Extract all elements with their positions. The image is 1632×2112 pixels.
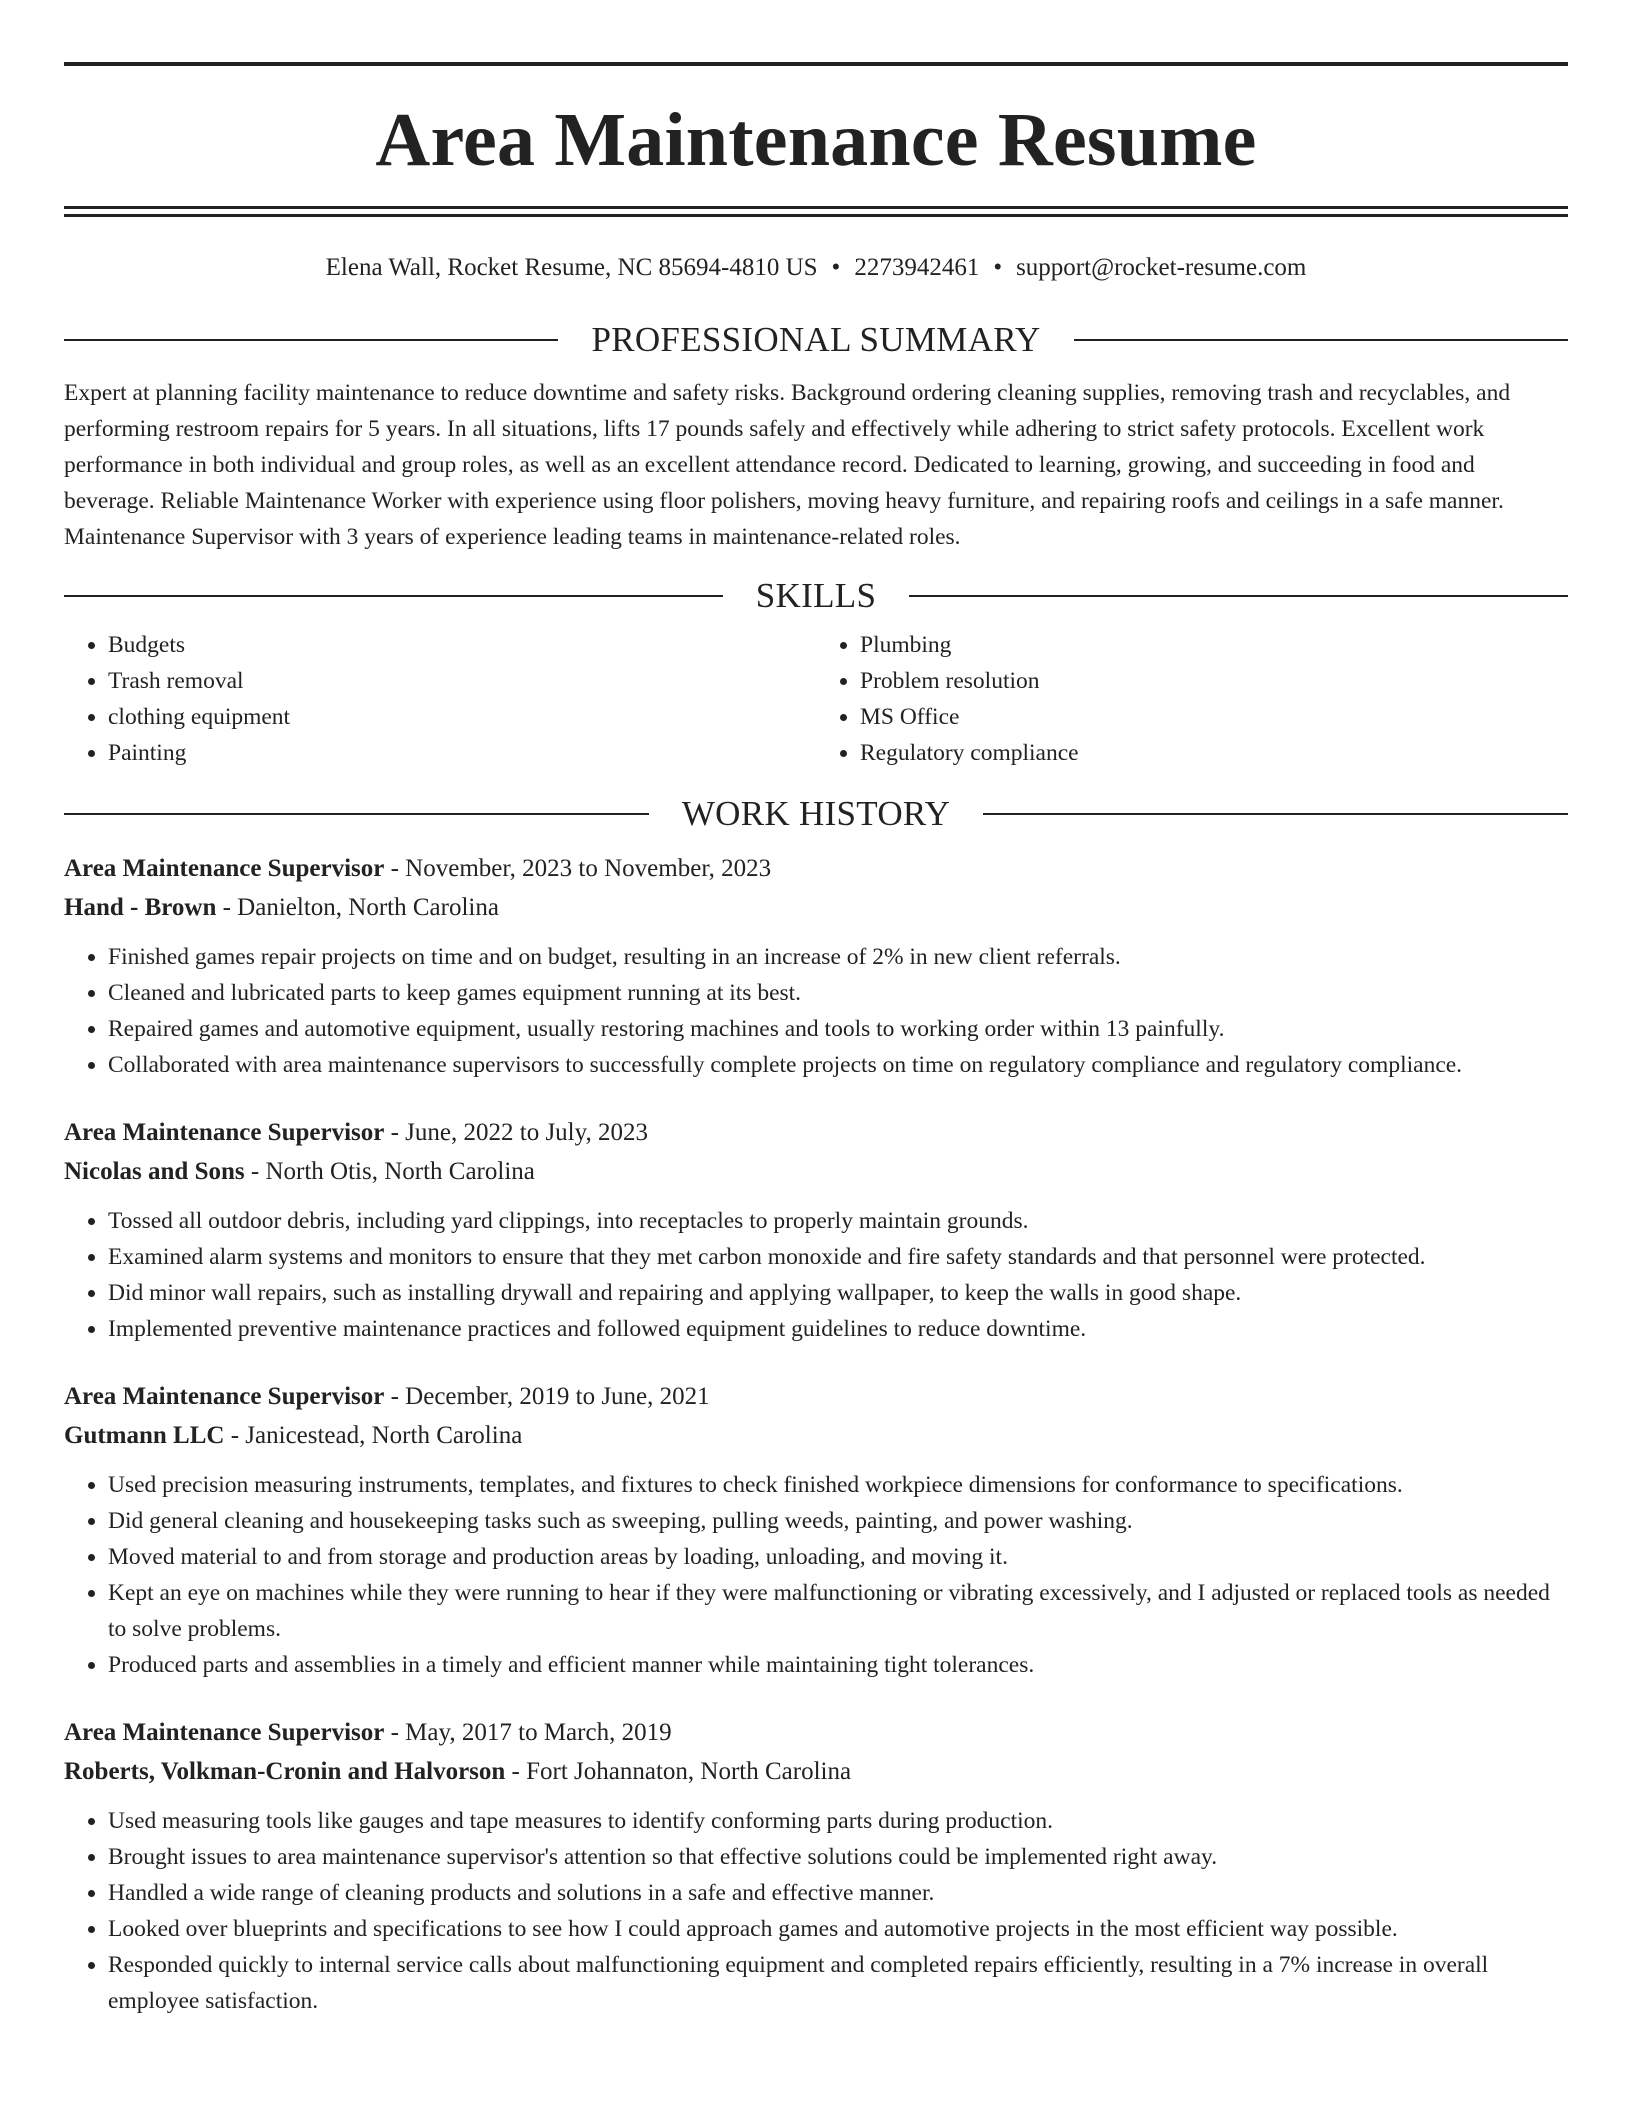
skill-item: • Plumbing [860, 627, 1568, 663]
job-location: - Danielton, North Carolina [216, 894, 499, 921]
job-dates: - June, 2022 to July, 2023 [384, 1119, 648, 1146]
job-title: Area Maintenance Supervisor [64, 855, 385, 882]
job-company: Gutmann LLC [64, 1422, 225, 1449]
contact-address: Elena Wall, Rocket Resume, NC 85694-4810 US [325, 254, 818, 281]
job-bullet: • Kept an eye on machines while they were running to hear if they were malfunctioning or vibrating excessively, and I adjusted or replaced tools as needed to solve problems. [108, 1575, 1568, 1647]
job-location: - Fort Johannaton, North Carolina [505, 1758, 852, 1785]
job-bullet: • Brought issues to area maintenance supervisor's attention so that effective solutions could be implemented right away. [108, 1839, 1568, 1875]
heading-rule-right [1074, 339, 1568, 341]
job-bullet: • Cleaned and lubricated parts to keep games equipment running at its best. [108, 975, 1568, 1011]
job-company-line [64, 1416, 1568, 1455]
skill-item: • Budgets [108, 627, 816, 663]
job-bullet: • Used measuring tools like gauges and tape measures to identify conforming parts during production. [108, 1803, 1568, 1839]
job-company: Nicolas and Sons [64, 1158, 245, 1185]
job-title-line [64, 1713, 1568, 1752]
job-title-line [64, 1377, 1568, 1416]
contact-line [64, 253, 1568, 283]
job-company: Hand - Brown [64, 894, 217, 921]
job-dates: - November, 2023 to November, 2023 [384, 855, 772, 882]
job-bullet: • Used precision measuring instruments, templates, and fixtures to check finished workpiece dimensions for conformance to specifications. [108, 1467, 1568, 1503]
job-company-line [64, 1152, 1568, 1191]
heading-rule-right [909, 595, 1568, 597]
skill-item: • clothing equipment [108, 699, 816, 735]
job-bullet: • Handled a wide range of cleaning products and solutions in a safe and effective manner. [108, 1875, 1568, 1911]
contact-separator: • [831, 254, 841, 281]
heading-rule-left [64, 813, 649, 815]
summary-heading: PROFESSIONAL SUMMARY [591, 320, 1041, 359]
job-entry [64, 849, 1568, 1083]
job-bullet: • Responded quickly to internal service calls about malfunctioning equipment and completed repairs efficiently, resulting in a 7% increase in overall employee satisfaction. [108, 1947, 1568, 2019]
skill-item: • Regulatory compliance [860, 735, 1568, 771]
work-section-heading [64, 793, 1568, 835]
job-bullet: • Examined alarm systems and monitors to ensure that they met carbon monoxide and fire safety standards and that personnel were protected. [108, 1239, 1568, 1275]
skills-list [64, 627, 1568, 771]
contact-separator: • [993, 254, 1003, 281]
job-bullet: • Moved material to and from storage and production areas by loading, unloading, and moving it. [108, 1539, 1568, 1575]
heading-rule-left [64, 595, 723, 597]
job-title: Area Maintenance Supervisor [64, 1719, 385, 1746]
job-bullets [64, 1467, 1568, 1683]
job-entry [64, 1377, 1568, 1683]
work-heading: WORK HISTORY [681, 794, 951, 833]
job-entry [64, 1113, 1568, 1347]
top-rule [64, 62, 1568, 66]
skill-item: • Problem resolution [860, 663, 1568, 699]
job-company-line [64, 1752, 1568, 1791]
contact-phone: 2273942461 [854, 254, 980, 281]
title-double-rule [64, 206, 1568, 217]
job-dates: - May, 2017 to March, 2019 [384, 1719, 672, 1746]
job-bullets [64, 939, 1568, 1083]
skills-column-left [64, 627, 816, 771]
job-dates: - December, 2019 to June, 2021 [384, 1383, 710, 1410]
job-entry [64, 1713, 1568, 2019]
job-location: - North Otis, North Carolina [244, 1158, 535, 1185]
resume-title: Area Maintenance Resume [375, 98, 1257, 182]
summary-section-heading [64, 319, 1568, 361]
job-company-line [64, 888, 1568, 927]
heading-rule-right [983, 813, 1568, 815]
skill-item: • Painting [108, 735, 816, 771]
heading-rule-left [64, 339, 558, 341]
job-bullet: • Did minor wall repairs, such as installing drywall and repairing and applying wallpaper, to keep the walls in good shape. [108, 1275, 1568, 1311]
job-bullet: • Finished games repair projects on time and on budget, resulting in an increase of 2% in new client referrals. [108, 939, 1568, 975]
job-bullet: • Collaborated with area maintenance supervisors to successfully complete projects on time on regulatory compliance and regulatory compliance. [108, 1047, 1568, 1083]
contact-email: support@rocket-resume.com [1016, 254, 1307, 281]
job-bullet: • Repaired games and automotive equipment, usually restoring machines and tools to working order within 13 painfully. [108, 1011, 1568, 1047]
job-company: Roberts, Volkman-Cronin and Halvorson [64, 1758, 506, 1785]
skills-column-right [816, 627, 1568, 771]
job-title: Area Maintenance Supervisor [64, 1119, 385, 1146]
job-bullet: • Produced parts and assemblies in a timely and efficient manner while maintaining tight tolerances. [108, 1647, 1568, 1683]
skills-section-heading [64, 575, 1568, 617]
job-location: - Janicestead, North Carolina [224, 1422, 523, 1449]
job-title: Area Maintenance Supervisor [64, 1383, 385, 1410]
skill-item: • MS Office [860, 699, 1568, 735]
job-bullet: • Did general cleaning and housekeeping tasks such as sweeping, pulling weeds, painting, and power washing. [108, 1503, 1568, 1539]
summary-text: Expert at planning facility maintenance to reduce downtime and safety risks. Background ordering cleaning supplies, removing trash and recyclables, and performing restroom repairs for 5 years. In all situations, lifts 17 pounds safely and effectively while adhering to strict safety protocols. Excellent work performance in both individual and group roles, as well as an excellent attendance record. Dedicated to learning, growing, and succeeding in food and beverage. Reliable Maintenance Worker with experience using floor polishers, moving heavy furniture, and repairing roofs and ceilings in a safe manner. Maintenance Supervisor with 3 years of experience leading teams in maintenance-related roles. [64, 380, 1511, 550]
job-title-line [64, 849, 1568, 888]
skill-item: • Trash removal [108, 663, 816, 699]
job-bullet: • Tossed all outdoor debris, including yard clippings, into receptacles to properly maintain grounds. [108, 1203, 1568, 1239]
job-bullet: • Implemented preventive maintenance practices and followed equipment guidelines to reduce downtime. [108, 1311, 1568, 1347]
skills-heading: SKILLS [755, 576, 877, 615]
job-bullet: • Looked over blueprints and specifications to see how I could approach games and automotive projects in the most efficient way possible. [108, 1911, 1568, 1947]
job-bullets [64, 1803, 1568, 2019]
job-bullets [64, 1203, 1568, 1347]
job-title-line [64, 1113, 1568, 1152]
